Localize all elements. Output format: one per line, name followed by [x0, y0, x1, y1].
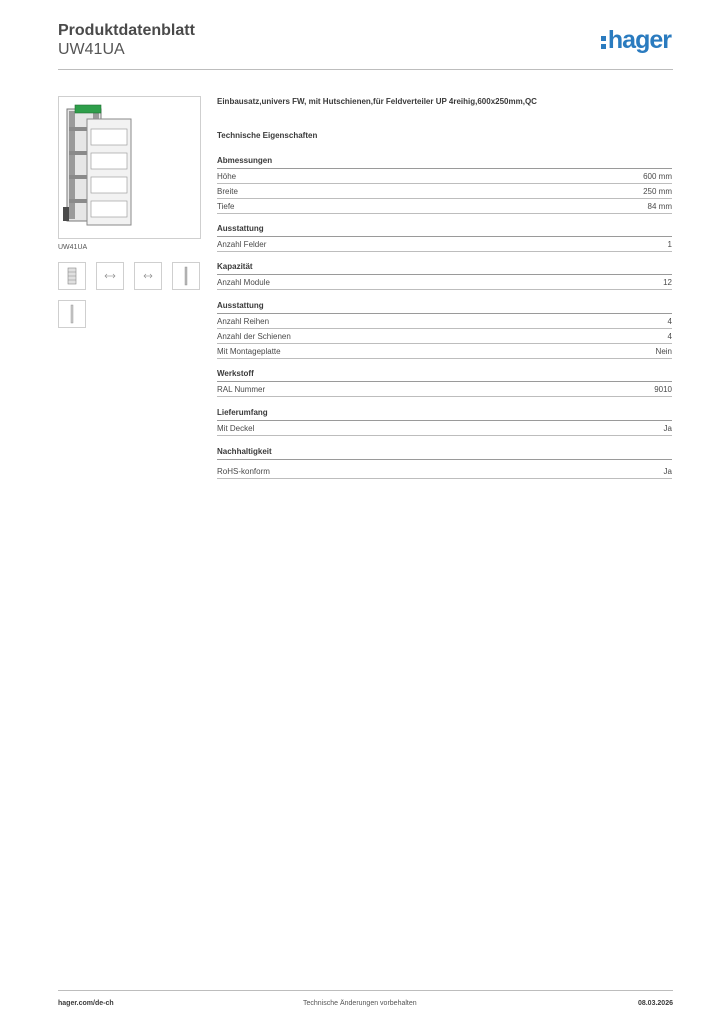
spec-label: Anzahl Module [217, 278, 270, 287]
section-title-kapazitaet: Kapazität [217, 262, 672, 275]
footer-date: 08.03.2026 [637, 1000, 673, 1007]
spec-row [217, 184, 672, 199]
spec-row [217, 314, 672, 329]
logo-colon-icon [601, 36, 606, 49]
section-title-ausstattung: Ausstattung [217, 224, 672, 237]
spec-row [217, 275, 672, 290]
spec-label: Mit Deckel [217, 424, 255, 433]
spec-row [217, 237, 672, 252]
logo-text: hager [607, 25, 671, 54]
spec-value: 4 [667, 317, 672, 326]
thumb-width-dimension[interactable] [96, 262, 124, 290]
thumb-side-view[interactable] [172, 262, 200, 290]
spec-label: RAL Nummer [217, 385, 266, 394]
spec-row [217, 344, 672, 359]
image-caption: UW41UA [58, 244, 88, 251]
spec-label: Mit Montageplatte [217, 347, 281, 356]
technical-properties-heading: Technische Eigenschaften [217, 131, 318, 140]
footer-notice: Technische Änderungen vorbehalten [303, 1000, 417, 1007]
spec-value: Nein [655, 347, 672, 356]
product-code: UW41UA [58, 41, 125, 58]
spec-label: Höhe [217, 172, 237, 181]
spec-row [217, 329, 672, 344]
section-title-abmessungen: Abmessungen [217, 156, 672, 169]
spec-label: RoHS-konform [217, 467, 270, 476]
width-arrow-icon [97, 263, 123, 289]
thumb-depth-dimension[interactable] [134, 262, 162, 290]
section-title-nachhaltigkeit: Nachhaltigkeit [217, 447, 672, 460]
spec-row [217, 464, 672, 479]
section-title-lieferumfang: Lieferumfang [217, 408, 672, 421]
thumb-front-view[interactable] [58, 262, 86, 290]
spec-row [217, 199, 672, 214]
spec-value: Ja [663, 424, 672, 433]
document-title: Produktdatenblatt [58, 22, 195, 39]
thumb-rail[interactable] [58, 300, 86, 328]
spec-label: Anzahl Felder [217, 240, 267, 249]
rail-icon [59, 301, 85, 327]
front-view-icon [59, 263, 85, 289]
spec-value: 1 [667, 240, 672, 249]
spec-row [217, 382, 672, 397]
product-description: Einbausatz,univers FW, mit Hutschienen,für Feldverteiler UP 4reihig,600x250mm,QC [217, 97, 537, 106]
side-view-icon [173, 263, 199, 289]
spec-value: 84 mm [647, 202, 672, 211]
spec-label: Tiefe [217, 202, 235, 211]
spec-row [217, 421, 672, 436]
depth-arrow-icon [135, 263, 161, 289]
hager-logo [601, 24, 671, 56]
distribution-kit-illustration-icon [59, 97, 200, 238]
spec-value: 4 [667, 332, 672, 341]
spec-label: Anzahl Reihen [217, 317, 270, 326]
page-header [58, 22, 673, 70]
spec-label: Anzahl der Schienen [217, 332, 291, 341]
spec-value: 250 mm [643, 187, 672, 196]
spec-label: Breite [217, 187, 238, 196]
spec-row [217, 169, 672, 184]
spec-value: 12 [663, 278, 672, 287]
product-image[interactable] [58, 96, 201, 239]
page-footer [58, 990, 673, 1012]
spec-value: 9010 [654, 385, 672, 394]
spec-value: 600 mm [643, 172, 672, 181]
section-title-ausstattung-2: Ausstattung [217, 301, 672, 314]
section-title-werkstoff: Werkstoff [217, 369, 672, 382]
spec-value: Ja [663, 467, 672, 476]
footer-website-link[interactable]: hager.com/de-ch [58, 1000, 114, 1007]
